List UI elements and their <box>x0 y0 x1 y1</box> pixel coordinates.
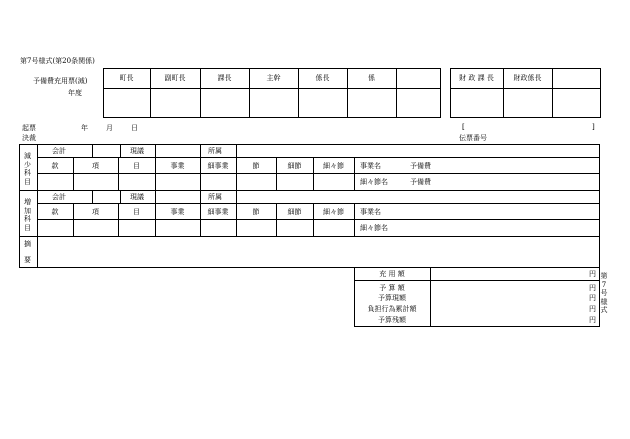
decrease-account-label: 会計 <box>52 147 66 155</box>
current-budget-yen: 円 <box>589 294 596 302</box>
decrease-col-saijigyo: 細事業 <box>207 162 229 170</box>
decrease-col-kan: 款 <box>51 162 59 170</box>
decrease-dept-label: 所属 <box>208 147 222 155</box>
approver-supervisor-label: 主幹 <box>266 74 281 82</box>
increase-col-saisaisetsu: 細々節 <box>323 208 344 216</box>
decrease-current-label: 現議 <box>130 147 144 155</box>
approver-deputy-mayor-label: 副町長 <box>164 74 186 82</box>
approver-staff-label: 係 <box>368 74 375 82</box>
increase-col-moku: 目 <box>133 208 140 216</box>
fiscal-year-label: 年度 <box>68 89 82 97</box>
approver-mayor-label: 町長 <box>119 74 134 82</box>
decrease-col-kou: 項 <box>92 162 99 170</box>
appropriation-amount-label: 充 用 額 <box>379 270 405 278</box>
increase-col-setsu: 節 <box>252 208 260 216</box>
commitment-total-label: 負担行為累計額 <box>367 305 417 313</box>
decrease-col-moku: 目 <box>133 162 140 170</box>
decrease-project-name-label: 事業名 <box>360 162 381 170</box>
appropriation-yen: 円 <box>589 270 596 278</box>
remarks-label-bottom: 要 <box>24 256 31 264</box>
increase-col-jigyo: 事業 <box>170 208 185 216</box>
increase-col-saisetsu: 細節 <box>287 208 302 216</box>
decrease-side-label: 減少科目 <box>24 152 31 186</box>
increase-side-label: 増加科目 <box>24 198 31 232</box>
increase-col-kou: 項 <box>92 208 99 216</box>
drafted-label: 起票 <box>22 124 36 132</box>
day-label: 日 <box>131 124 138 132</box>
decrease-col-saisetsu: 細節 <box>287 162 302 170</box>
budget-balance-label: 予算残額 <box>378 316 406 324</box>
budget-balance-yen: 円 <box>589 316 596 324</box>
increase-current-label: 現議 <box>130 193 144 201</box>
current-budget-label: 予算現額 <box>378 294 406 302</box>
increase-subsubsection-label: 細々節名 <box>360 224 388 232</box>
decrease-col-jigyo: 事業 <box>170 162 185 170</box>
decrease-reserve-label-2: 予備費 <box>410 178 431 186</box>
increase-col-saijigyo: 細事業 <box>207 208 229 216</box>
decided-label: 決裁 <box>22 134 36 142</box>
side-form-note: 第7号様式 <box>600 272 608 314</box>
slip-bracket-close: ] <box>592 123 595 131</box>
increase-col-kan: 款 <box>51 208 59 216</box>
decrease-col-setsu: 節 <box>252 162 260 170</box>
budget-amount-label: 予 算 額 <box>379 284 405 292</box>
slip-bracket-open: [ <box>462 123 465 131</box>
decrease-col-saisaisetsu: 細々節 <box>323 162 344 170</box>
approver-section-chief-label: 課長 <box>217 74 232 82</box>
month-label: 月 <box>106 124 113 132</box>
doc-title: 予備費充用票(減) <box>33 77 88 85</box>
slip-number-label: 伝票番号 <box>459 134 487 142</box>
approver-unit-chief-label: 係長 <box>315 74 330 82</box>
increase-dept-label: 所属 <box>208 193 222 201</box>
commitment-yen: 円 <box>589 305 596 313</box>
approver-finance-chief-label: 財政係長 <box>513 74 542 82</box>
decrease-subsubsection-label: 細々節名 <box>360 178 388 186</box>
decrease-reserve-label-1: 予備費 <box>410 162 431 170</box>
year-label: 年 <box>81 124 88 132</box>
remarks-label-top: 摘 <box>24 240 31 248</box>
increase-account-label: 会計 <box>52 193 66 201</box>
approver-finance-director-label: 財 政 課 長 <box>459 74 494 82</box>
budget-yen: 円 <box>589 284 596 292</box>
form-title: 第7号様式(第20条関係) <box>20 57 95 65</box>
increase-project-name-label: 事業名 <box>360 208 381 216</box>
